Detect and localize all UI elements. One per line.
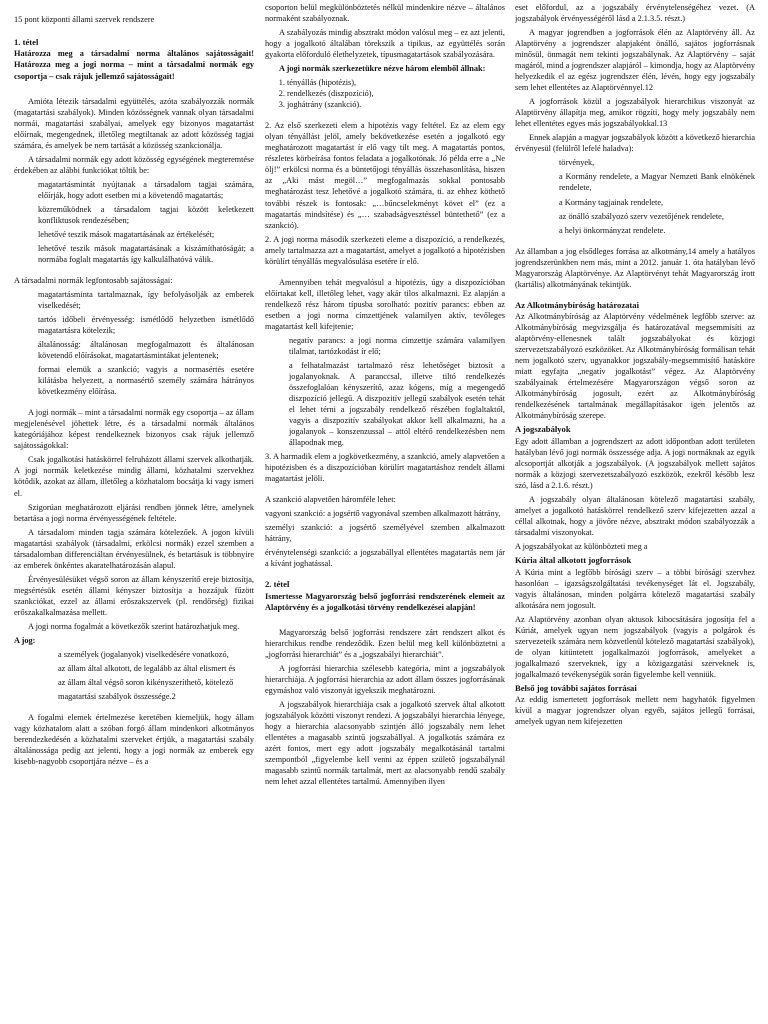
paragraph: Az eddig ismertetett jogforrások mellett nem hagyhatók figyelmen kívül a magyar jogrendszer olyan egyéb, sajátos jellegű forrásai, amelyek ugyan nem kifejezetten [515,695,755,727]
list-item: magatartási szabályok összessége.2 [58,692,176,702]
list-item: az állam által végső soron kikényszeríthető, kötelező [58,677,234,687]
subsection-title: Az Alkotmánybíróság határozatai [515,299,639,310]
paragraph: Az Alaptörvény azonban olyan aktusok kibocsátására jogosítja fel a Kúriát, amelyek ugyan nem jogszabályok (vagyis a polgárok és szervezeteik számára nem közvetlenül kötelező magatartási szabályok), de olyan kitüntetett jogalkalmazói jogforrások, amelyeket a jogalkalmazó szerveknek, így a közigazgatási szerveknek is, jogalkalmazó tevékenységük során figyelembe kell venniük. [515,614,755,679]
column-2 [265,2,505,1020]
list-item: személyi szankció: a jogsértő személyével szemben alkalmazott hátrány, [265,523,505,544]
hierarchy-item: a helyi önkormányzat rendelete. [559,225,666,235]
paragraph: Amióta létezik társadalmi együttélés, azóta szabályozzák normák (magatartási szabályok). Minden közösségnek vannak olyan társadalmi normái, magatartási szabályai, amelyek egy bizonyos magatartást előírnak, megengednek, illetőleg megtiltanak az adott közösség tagjai számára, és amelyek be nem tartását a közösség szankcionálja. [14,96,254,150]
paragraph: Szigorúan meghatározott eljárási rendben jönnek létre, amelynek betartása a jogi norma érvényességének feltétele. [14,502,254,523]
paragraph: A jogforrások közül a jogszabályok hierarchikus viszonyát az Alaptörvény állapítja meg, amikor rögzíti, hogy mely jogszabály nem lehet ellentétes egyes más jogszabályokkal.13 [515,97,755,129]
hierarchy-item: az önálló szabályozó szerv vezetőjének rendelete, [559,211,724,221]
paragraph: 3. A harmadik elem a jogkövetkezmény, a szankció, amely alapvetően a hipotézisben és a diszpozícióban körülírt magatartáshoz rendelt állami magatartást jelöli. [265,452,505,484]
paragraph: A szankció alapvetően háromféle lehet: [265,495,396,505]
paragraph: Amennyiben tehát megvalósul a hipotézis, úgy a diszpozícióban előírtakat kell, illetőleg lehet, vagy akár tilos alkalmazni. Ez alapján a rendelkező rész három típusba sorolható: pozitív parancs: ebben az esetben a jogi norma címzettjének valamilyen aktív, tevőleges magatartást kell kifejtenie; [265,277,505,331]
paragraph: A jogi normák szerkezetükre nézve három elemből állnak: [279,64,486,74]
paragraph: A szabályozás mindig absztrakt módon valósul meg – ez azt jelenti, hogy a jogalkotó általában törekszik a tipikus, az együttélés során gyakorta előforduló élethelyzetek, típusmagatartások szabályozására. [265,28,505,60]
list-item: negatív parancs: a jogi norma címzettje számára valamilyen tilalmat, tartózkodást ír elő; [289,335,505,356]
section-title-1: 1. tétel [14,37,39,48]
definition-label: A jog: [14,635,36,645]
paragraph: A jogszabály olyan általánosan kötelező magatartási szabály, amelyet a jogalkotó hatáskörrel rendelkező szerv kifejezetten azzal a céllal alkotnak, hogy a jövőre nézve, absztrakt módon szabályozzák a társadalmi viszonyokat. [515,495,755,538]
list-item: a felhatalmazást tartalmazó rész lehetőséget biztosít a jogalanyoknak. A paranccsal, illetve tiltó rendelkezés összefoglalóan kényszerítő, azaz kógens, míg a megengedő diszpozíció jellegű. A diszpozitív jellegű szabályok esetén tehát el lehet térni a jogszabály rendelkező részében foglaltaktól, vagyis a diszpozitív szabályokat akkor kell alkalmazni, ha a jogalanyok – konszenzussal – attól eltérő rendelkezésben nem állapodnak meg. [289,360,505,448]
document-header: 15 pont központi állami szervek rendszere [14,15,155,24]
column-3 [515,2,755,1020]
hierarchy-item: törvények, [559,158,595,168]
subsection-title: Belső jog további sajátos forrásai [515,682,637,693]
list-item: lehetővé teszik mások magatartásának az értékelését; [38,229,215,239]
list-item: közreműködnek a társadalom tagjai között keletkezett konfliktusok rendezésében; [38,204,254,225]
paragraph: Egy adott államban a jogrendszert az adott időpontban adott területen hatályban lévő jogi normák összessége adja. A jogi normáknak az egyik alcsoportját alkotják a jogszabályok. (A jogszabályok mellett sajátos normák a közjogi szervezetszabályozó eszközök, ezekről később lesz szó, lásd a 2.1.6. részt.) [515,436,755,490]
list-item: 2. rendelkezés (diszpozíció), [287,88,505,99]
paragraph: Ennek alapján a magyar jogszabályok között a következő hierarchia érvényesül (felülről lefelé haladva): [515,133,755,154]
paragraph: A jogi normák – mint a társadalmi normák egy csoportja – az állam megjelenésével jöhettek létre, és a társadalmi normák általános kategóriájához képest rendelkeznek bizonyos csak rájuk jellemző sajátosságokkal: [14,408,254,451]
hierarchy-item: a Kormány tagjainak rendelete, [559,197,664,207]
paragraph: Érvényesülésüket végső soron az állam kényszerítő ereje biztosítja, megsértésük esetén állami kényszer biztosítja a hozzájuk fűzött szankciókat, ezzel az állami erőszakszervek (pl. rendőrség) fizikai erőszakalkalmazása mellett. [14,574,254,617]
list-item: érvénytelenségi szankció: a jogszabállyal ellentétes magatartás nem jár a kívánt joghatással. [265,548,505,569]
paragraph: A társadalmi normák legfontosabb sajátosságai: [14,275,173,285]
subsection-title: Kúria által alkotott jogforrások [515,555,632,566]
section-title-2: 2. tétel [265,579,290,590]
paragraph: A jogforrási hierarchia szélesebb kategória, mint a jogszabályok hierarchiája. A jogforrási hierarchia az adott állam összes jogforrásának egymáshoz való viszonyát igyekszik meghatározni. [265,664,505,696]
hierarchy-item: a Kormány rendelete, a Magyar Nemzeti Bank elnökének rendelete, [559,172,755,193]
paragraph: Az Alkotmánybíróság az Alaptörvény védelmének legfőbb szerve: az Alkotmánybíróság megvizsgálja és határozatával megsemmisíti az alaptörvény-ellenesnek talált jogszabályokat és közjogi szervezetszabályozó eszközöket. Az Alkotmánybíróság formálisan tehát nem jogalkotó szerv, ugyanakkor jogszabály-megsemmisítő hatásköre miatt egyfajta „negatív jogalkotást” végez. Az Alaptörvény szabályainak értelmezésére Magyarországon végső soron az Alkotmánybíróság jogosult, ezért az Alkotmánybíróság rendelkezésének tartalmának megállapításakor igen jelentős az Alkotmánybíróság szerepe. [515,312,755,421]
list-item: általánosság: általánosan megfogalmazott és általánosan követendő előírásokat, magatartásmintákat jelentenek; [38,340,254,361]
subsection-title: A jogszabályok [515,424,571,435]
list-item: lehetővé teszik mások magatartásának a kiszámíthatóságát; a normába foglalt magatartás így kalkulálhatóvá válik. [38,243,254,264]
list-item: magatartásmintát nyújtanak a társadalom tagjai számára, előírják, hogy adott esetben mi a követendő magatartás; [38,179,254,200]
question-1: Határozza meg a társadalmi norma általános sajátosságait! Határozza meg a jogi norma – mint a társadalmi normák egy csoportja – csak rájuk jellemző sajátosságait! [14,49,254,81]
list-item: az állam által alkotott, de legalább az által elismert és [58,663,236,673]
paragraph: A Kúria mint a legfőbb bírósági szerv – a többi bírósági szervhez hasonlóan – igazságszolgáltatási tevékenységet lát el. Jogszabály, vagyis általánosan, minden polgárra kötelező magatartási szabály alkotására nem jogosult. [515,567,755,610]
paragraph: A jogszabályokat az különbözteti meg a [515,542,648,552]
paragraph: A jogszabályok hierarchiája csak a jogalkotó szervek által alkotott jogszabályok közötti viszonyt rendezi. A jogszabályi hierarchia lényege, hogy a hierarchia alacsonyabb szintjén álló jogszabály nem lehet ellentétes a magasabb szintű jogszabállyal. A jogalkotás számára ez azért fontos, mert egy adott jogszabály megalkotásánál tartalmi szempontból „figyelembe kell venni az éppen születő jogszabálynál magasabb szintű normák tartalmát, mert az alacsonyabb rendű szabály nem lehet azzal ellentétes tartalmú. Amennyiben ilyen [265,700,505,787]
paragraph: A társadalmi normák egy adott közösség egységének megteremtése érdekében az alábbi funkciókat töltik be: [14,154,254,175]
list-item: magatartásminta tartalmaznak, így befolyásolják az emberek viselkedését; [38,290,254,311]
paragraph: Csak jogalkotási hatáskörrel felruházott állami szervek alkothatják. A jogi normák keletkezése mindig állami, közhatalmi szervekhez kötődik, azokat az állam, illetőleg a közhatalom bocsátja ki vagy ismeri el. [14,455,254,498]
paragraph: csoporton belül megkülönböztetés nélkül mindenkire nézve – általános normaként szabályoznak. [265,3,505,24]
column-1 [14,14,254,1020]
list-item: vagyoni szankció: a jogsértő vagyonával szemben alkalmazott hátrány, [265,509,501,519]
list-item: formai elemük a szankció; vagyis a normasértés esetére kilátásba helyezett, a normasértő személy számára hátrányos következmény előírása. [38,365,254,397]
paragraph: 2. A jogi norma második szerkezeti eleme a diszpozíció, a rendelkezés, amely tartalmazza azt a magatartást, amelyet a jogalkotó a hipotézisben körülírt tényállás megvalósulása esetére ír elő. [265,234,505,266]
list-item: a személyek (jogalanyok) viselkedésére vonatkozó, [58,649,229,659]
paragraph: A társadalom minden tagja számára kötelezőek. A jogon kívüli magatartási szabályok (társadalmi, erkölcsi normák) ezzel szemben a társadalomban differenciáltan érvényesülnek, és betartásuk is többnyire az emberek önkéntes akaratelhatározásán alapul. [14,527,254,570]
paragraph: Magyarország belső jogforrási rendszere zárt rendszert alkot és hierarchikus rendbe rendeződik. Ezen belül meg kell különböztetni a „jogforrási hierarchiát” és a „jogszabályi hierarchiát”. [265,627,505,659]
paragraph: 2. Az első szerkezeti elem a hipotézis vagy feltétel. Ez az elem egy olyan tényállást jelöl, amely bekövetkezése esetén a jogalkotó egy meghatározott magatartást ír elő vagy tilt meg. A magatartás pontos, részletes körbeírása fontos feladata a jogalkotónak. Jó példa erre a „Ne ölj!” erkölcsi norma és a büntetőjogi tényállás összehasonlítása, hiszen az „Aki mást megöl…” megfogalmazás sokkal pontosabb meghatározást tesz lehetővé a jogalkotó számára, ti. az ehhez köthető további részek is fontosak: „…bűncselekményt követ el” (ez a magatartás mindsítése) és „… szabadságvesztéssel büntethető” (ez a szankció). [265,121,505,230]
list-item: 1. tényállás (hipotézis), [287,77,505,88]
list-item: tartós időbeli érvényesség: ismétlődő helyzetben ismétlődő magatartásra kötelezik; [38,315,254,336]
paragraph: eset előfordul, az a jogszabály érvénytelenségéhez vezet. (A jogszabályok érvényességéről lásd a 2.1.3.5. részt.) [515,3,755,24]
paragraph: Az államban a jog elsődleges forrása az alkotmány,14 amely a hatályos jogrendszerünkben nem más, mint a 2012. január 1. óta hatályban lévő Magyarország Alaptörvénye. Az Alaptörvényt tehát Magyarország írott (kartális) alkotmányának tekintjük. [515,246,755,289]
paragraph: A jogi norma fogalmát a következők szerint határozhatjuk meg. [28,621,240,631]
structure-list [265,77,505,110]
question-2: Ismertesse Magyarország belső jogforrási rendszerének elemeit az Alaptörvény és a jogalkotási törvény rendelkezései alapján! [265,591,505,612]
paragraph: A fogalmi elemek értelmezése keretében kiemeljük, hogy állam vagy közhatalom alatt a szóban forgó állam mindenkori alkotmányos berendezkedésén a közhatalmi szerveket értjük, a magatartási szabály általánossága pedig azt jelenti, hogy a jogi normák az emberek egy kisebb-nagyobb csoportjára nézve – és a [14,713,254,767]
paragraph: A magyar jogrendben a jogforrások élén az Alaptörvény áll. Az Alaptörvény a jogrendszer alapjaként önálló, sajátos jogforrásnak minősül, önmagát nem tekinti jogszabálynak. Az Alaptörvény – saját magáról, mind a jogrendszer alapjáról – kimondja, hogy az Alaptörvény helyezkedik el az egész jogrendszer élén, lévén, hogy egy jogszabály sem lehet ellentétes az Alaptörvénnyel.12 [515,28,755,93]
list-item: 3. joghátrány (szankció). [287,99,505,110]
